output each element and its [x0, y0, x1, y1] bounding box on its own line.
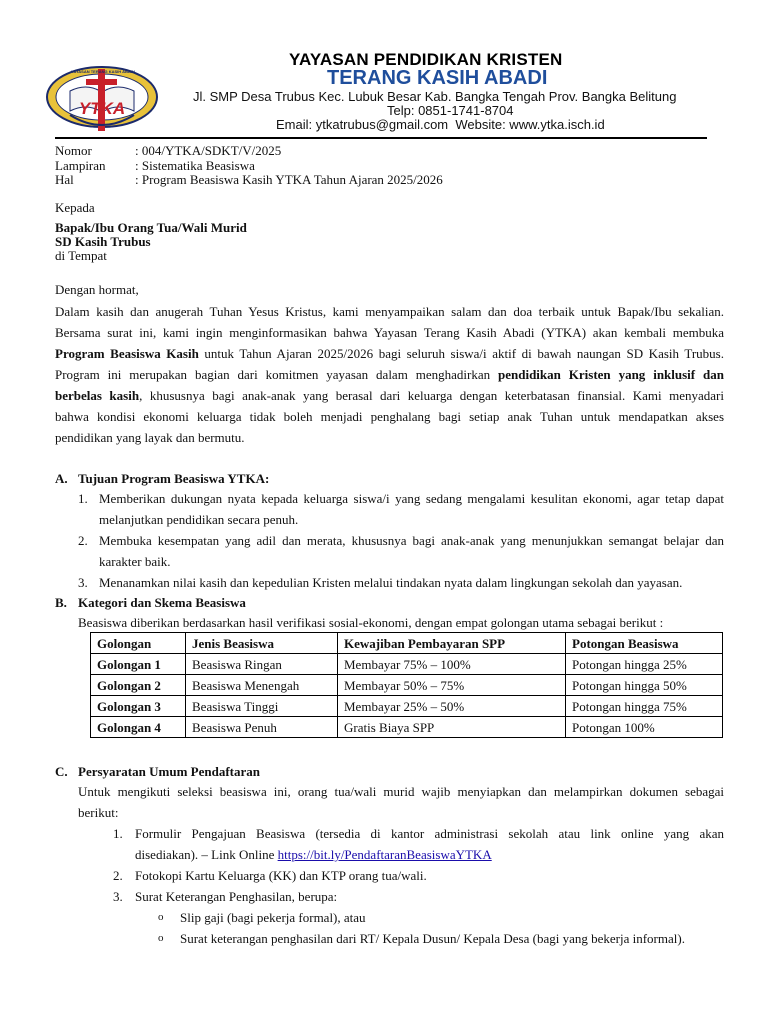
section-c-item-2-num: 2. — [113, 868, 123, 883]
table-header-cell: Potongan Beasiswa — [566, 633, 723, 654]
body-line-2: Bersama surat ini, kami ingin menginformasikan bahwa Yayasan Terang Kasih Abadi (YTKA) akan kembali membuka — [55, 325, 724, 340]
section-c-item-1-line1: Formulir Pengajuan Beasiswa (tersedia di kantor administrasi sekolah atau link online yang akan — [135, 826, 724, 841]
recipient-line3: di Tempat — [55, 248, 107, 263]
body-line-1: Dalam kasih dan anugerah Tuhan Yesus Kristus, kami menyampaikan salam dan doa terbaik untuk Bapak/Ibu sekalian. — [55, 304, 724, 319]
section-a-letter: A. — [55, 471, 68, 486]
section-b-intro: Beasiswa diberikan berdasarkan hasil verifikasi sosial-ekonomi, dengan empat golongan utama sebagai berikut : — [78, 615, 664, 630]
meta-label-lampiran: Lampiran — [55, 158, 106, 173]
table-row — [91, 696, 723, 717]
meta-value-nomor: : 004/YTKA/SDKT/V/2025 — [135, 143, 282, 158]
body-line-5-rest: , khususnya bagi anak-anak yang berasal dari keluarga dengan keterbatasan finansial. Kami menyadari — [139, 388, 725, 403]
section-c-title: Persyaratan Umum Pendaftaran — [78, 764, 260, 779]
section-a-item-1-num: 1. — [78, 491, 88, 506]
section-c-letter: C. — [55, 764, 68, 779]
section-c-item-1-num: 1. — [113, 826, 123, 841]
section-a-item-1-line1: Memberikan dukungan nyata kepada keluarga siswa/i yang sedang mengalami kesulitan ekonomi, agar tetap dapat — [99, 491, 724, 506]
section-c-item-2: Fotokopi Kartu Keluarga (KK) dan KTP orang tua/wali. — [135, 868, 427, 883]
recipient-line2: SD Kasih Trubus — [55, 234, 151, 249]
section-c-sub-1: Slip gaji (bagi pekerja formal), atau — [180, 910, 366, 925]
header-divider — [55, 137, 707, 139]
bullet-icon: o — [158, 932, 164, 944]
meta-label-nomor: Nomor — [55, 143, 92, 158]
body-line-4-text: Program ini merupakan bagian dari komitmen yayasan dalam menghadirkan — [55, 367, 498, 382]
section-c-intro-line1: Untuk mengikuti seleksi beasiswa ini, orang tua/wali murid wajib menyiapkan dan melampirkan dokumen sebagai — [78, 784, 724, 799]
section-a-item-1-line2: melanjutkan pendidikan secara penuh. — [99, 512, 299, 527]
table-cell: Gratis Biaya SPP — [338, 717, 566, 738]
org-name-line1: YAYASAN PENDIDIKAN KRISTEN — [289, 50, 563, 69]
table-cell: Potongan hingga 25% — [566, 654, 723, 675]
recipient-line1: Bapak/Ibu Orang Tua/Wali Murid — [55, 220, 247, 235]
table-cell: Beasiswa Menengah — [186, 675, 338, 696]
table-cell: Beasiswa Penuh — [186, 717, 338, 738]
section-a-item-2-line1: Membuka kesempatan yang adil dan merata, khususnya bagi anak-anak yang menunjukkan semangat belajar dan — [99, 533, 724, 548]
body-line-4-bold: pendidikan Kristen yang inklusif dan — [498, 367, 724, 382]
table-cell: Membayar 25% – 50% — [338, 696, 566, 717]
section-a-title: Tujuan Program Beasiswa YTKA: — [78, 471, 270, 486]
section-c-item-1-line2 — [135, 847, 492, 862]
table-cell: Membayar 50% – 75% — [338, 675, 566, 696]
table-cell: Golongan 3 — [91, 696, 186, 717]
body-line-3 — [55, 346, 724, 361]
section-a-item-2-num: 2. — [78, 533, 88, 548]
table-cell: Golongan 4 — [91, 717, 186, 738]
table-cell: Potongan hingga 50% — [566, 675, 723, 696]
org-address: Jl. SMP Desa Trubus Kec. Lubuk Besar Kab. Bangka Tengah Prov. Bangka Belitung — [193, 89, 677, 104]
section-b-letter: B. — [55, 595, 67, 610]
table-cell: Potongan hingga 75% — [566, 696, 723, 717]
org-name-line2: TERANG KASIH ABADI — [327, 67, 548, 89]
table-cell: Golongan 2 — [91, 675, 186, 696]
table-cell: Beasiswa Tinggi — [186, 696, 338, 717]
table-cell: Golongan 1 — [91, 654, 186, 675]
scholarship-table — [90, 632, 723, 738]
org-email-website: Email: ytkatrubus@gmail.com Website: www.ytka.isch.id — [276, 117, 605, 132]
table-cell: Membayar 75% – 100% — [338, 654, 566, 675]
table-cell: Potongan 100% — [566, 717, 723, 738]
table-header-cell: Jenis Beasiswa — [186, 633, 338, 654]
table-row — [91, 717, 723, 738]
meta-value-lampiran: : Sistematika Beasiswa — [135, 158, 255, 173]
table-header-cell: Kewajiban Pembayaran SPP — [338, 633, 566, 654]
body-line-3-rest: untuk Tahun Ajaran 2025/2026 bagi seluruh siswa/i aktif di bawah naungan SD Kasih Trubus. — [198, 346, 724, 361]
table-row — [91, 675, 723, 696]
logo-arc-text: YAYASAN TERANG KASIH ABADI — [71, 69, 135, 74]
meta-value-hal: : Program Beasiswa Kasih YTKA Tahun Ajaran 2025/2026 — [135, 172, 443, 187]
bullet-icon: o — [158, 911, 164, 923]
section-c-item-1-line2-text: disediakan). – Link Online — [135, 847, 278, 862]
recipient-kepada: Kepada — [55, 200, 95, 215]
section-c-sub-2: Surat keterangan penghasilan dari RT/ Kepala Dusun/ Kepala Desa (bagi yang bekerja informal). — [180, 931, 685, 946]
section-c-intro-line2: berikut: — [78, 805, 119, 820]
body-line-5-bold: berbelas kasih — [55, 388, 140, 403]
table-header-cell: Golongan — [91, 633, 186, 654]
section-b-title: Kategori dan Skema Beasiswa — [78, 595, 246, 610]
ytka-logo — [40, 55, 165, 145]
section-a-item-2-line2: karakter baik. — [99, 554, 171, 569]
program-name-bold: Program Beasiswa Kasih — [55, 346, 199, 361]
table-header-row — [91, 633, 723, 654]
table-row — [91, 654, 723, 675]
body-line-6: bahwa kondisi ekonomi keluarga tidak boleh menjadi penghalang bagi setiap anak Tuhan untuk mendapatkan akses — [55, 409, 724, 424]
meta-label-hal: Hal — [55, 172, 74, 187]
section-c-item-3-num: 3. — [113, 889, 123, 904]
body-line-7: pendidikan yang layak dan bermutu. — [55, 430, 245, 445]
body-line-5 — [55, 388, 724, 403]
section-a-item-3-num: 3. — [78, 575, 88, 590]
section-c-item-3: Surat Keterangan Penghasilan, berupa: — [135, 889, 338, 904]
registration-link[interactable]: https://bit.ly/PendaftaranBeasiswaYTKA — [277, 847, 492, 862]
section-a-item-3-line1: Menanamkan nilai kasih dan kepedulian Kristen melalui tindakan nyata dalam lingkungan sekolah dan yayasan. — [99, 575, 683, 590]
body-line-4 — [55, 367, 724, 382]
org-phone: Telp: 0851-1741-8704 — [387, 103, 514, 118]
greeting: Dengan hormat, — [55, 282, 139, 297]
table-cell: Beasiswa Ringan — [186, 654, 338, 675]
logo-text: YTKA — [78, 99, 126, 118]
